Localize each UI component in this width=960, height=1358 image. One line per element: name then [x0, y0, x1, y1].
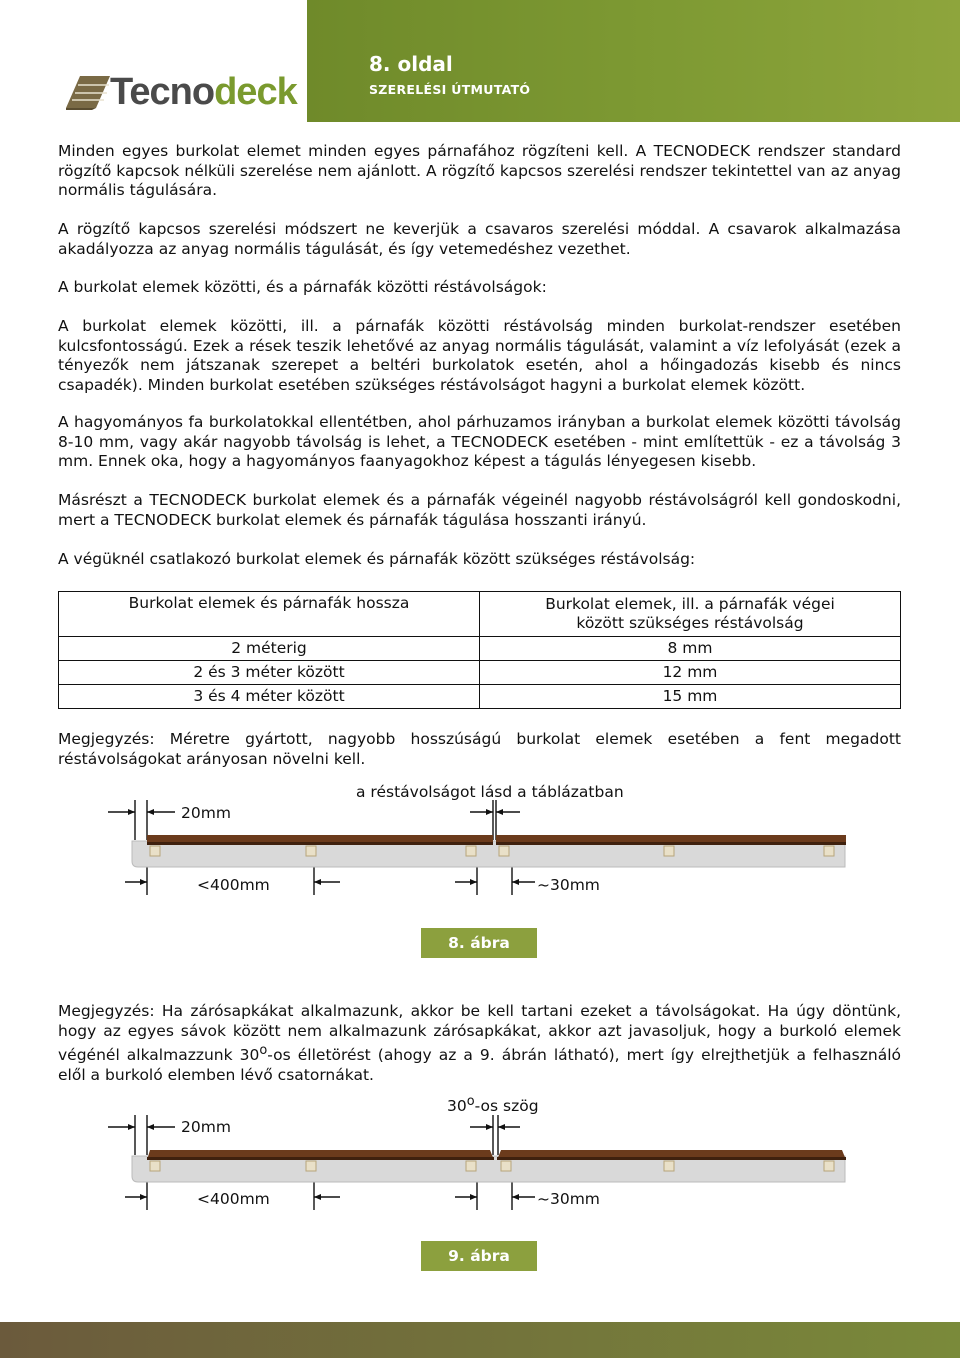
table-cell: 12 mm [480, 661, 901, 685]
figure8-caption: 8. ábra [421, 928, 537, 958]
paragraph-6: Másrészt a TECNODECK burkolat elemek és a párnafák végeinél nagyobb réstávolságról kell gondoskodni, mert a TECNODECK burkolat elemek és párnafák tágulása hosszanti irányú. [58, 491, 901, 529]
figure8-top-label: a réstávolságot lásd a táblázatban [356, 783, 624, 801]
note-2-text-b: -os élletörést (ahogy az a 9. ábrán látható), mert így elrejthetjük a felhasználó elől a burkoló elemben lévő csatornákat. [58, 1046, 901, 1084]
logo-text-deck: deck [214, 71, 297, 113]
table-row [59, 661, 901, 685]
table-header-cell [480, 592, 901, 637]
gap-table [58, 591, 901, 709]
table-cell: 2 és 3 méter között [59, 661, 480, 685]
table-cell: 2 méterig [59, 637, 480, 661]
figure9-caption: 9. ábra [421, 1241, 537, 1271]
figure9-angle-suffix: -os szög [474, 1097, 539, 1116]
table-header-row [59, 592, 901, 637]
paragraph-3: A burkolat elemek közötti, és a párnafák közötti réstávolságok: [58, 278, 547, 296]
paragraph-2: A rögzítő kapcsos szerelési módszert ne keverjük a csavaros szerelési móddal. A csavarok alkalmazása akadályozza az anyag normális tágulását, és így vetemedéshez vezethet. [58, 220, 901, 258]
tecnodeck-logo [66, 70, 306, 114]
page-footer-band [0, 1322, 960, 1358]
table-row [59, 637, 901, 661]
table-cell: 8 mm [480, 637, 901, 661]
figure9-20mm-label: 20mm [181, 1118, 231, 1136]
paragraph-4: A burkolat elemek közötti, ill. a párnafák közötti réstávolság minden burkolat-rendszer esetében kulcsfontosságú. Ezek a rések teszik lehetővé az anyag normális tágulását, valamint a víz lefolyását (ezek a tényezők nem játszanak szerepet a beltéri burkolatok esetén, ahol a hőingadozás kisebb és nincs csapadék). Minden burkolat esetében szükséges réstávolságot hagyni a burkolat elemek között. [58, 317, 901, 394]
figure9-400mm-label: <400mm [197, 1190, 270, 1208]
paragraph-7: A végüknél csatlakozó burkolat elemek és párnafák között szükséges réstávolság: [58, 550, 696, 568]
logo-deck-icon [66, 70, 110, 110]
degree-sup: o [259, 1043, 268, 1058]
paragraph-1: Minden egyes burkolat elemet minden egyes párnafához rögzíteni kell. A TECNODECK rendszer standard rögzítő kapcsok nélküli szerelése nem ajánlott. A rögzítő kapcsos szerelési rendszer tekintettel van az anyag normális tágulására. [58, 142, 901, 199]
logo-text-tecno: Tecno [110, 71, 215, 113]
table-row [59, 685, 901, 709]
figure9-30mm-label: ~30mm [537, 1190, 600, 1208]
table-cell: 3 és 4 méter között [59, 685, 480, 709]
figure8-diagram [100, 795, 860, 905]
figure8-400mm-label: <400mm [197, 876, 270, 894]
table-header-line: között szükséges réstávolság [576, 614, 804, 632]
figure8-30mm-label: ~30mm [537, 876, 600, 894]
page-header [0, 0, 960, 122]
note-2-text-a: Megjegyzés: Ha zárósapkákat alkalmazunk, akkor be kell tartani ezeket a távolságokat. Ha úgy döntünk, hogy az egyes sávok között nem alkalmazunk zárósapkákat, akkor azt javasoljuk, hogy a burkoló elemek végénél alkalmazzunk 30 [58, 1002, 901, 1065]
table-header-line: Burkolat elemek, ill. a párnafák végei [545, 595, 835, 613]
note-2 [58, 1002, 901, 1085]
figure9-angle-value: 30 [447, 1097, 467, 1116]
paragraph-5: A hagyományos fa burkolatokkal ellentétben, ahol párhuzamos irányban a burkolat elemek közötti távolság 8-10 mm, vagy akár nagyobb távolság is lehet, a TECNODECK esetében - mint említettük - ez a távolság 3 mm. Ennek oka, hogy a hagyományos faanyagokhoz képest a tágulás lényegesen kisebb. [58, 413, 901, 470]
figure9-degree-sup: o [466, 1094, 475, 1109]
page-subtitle: SZERELÉSI ÚTMUTATÓ [369, 82, 531, 97]
figure8-20mm-label: 20mm [181, 804, 231, 822]
figure9-diagram [100, 1110, 860, 1220]
table-cell: 15 mm [480, 685, 901, 709]
table-header-cell: Burkolat elemek és párnafák hossza [59, 592, 480, 637]
page-number: 8. oldal [369, 52, 453, 76]
note-1: Megjegyzés: Méretre gyártott, nagyobb hosszúságú burkolat elemek esetében a fent megadott réstávolságokat arányosan növelni kell. [58, 730, 901, 768]
